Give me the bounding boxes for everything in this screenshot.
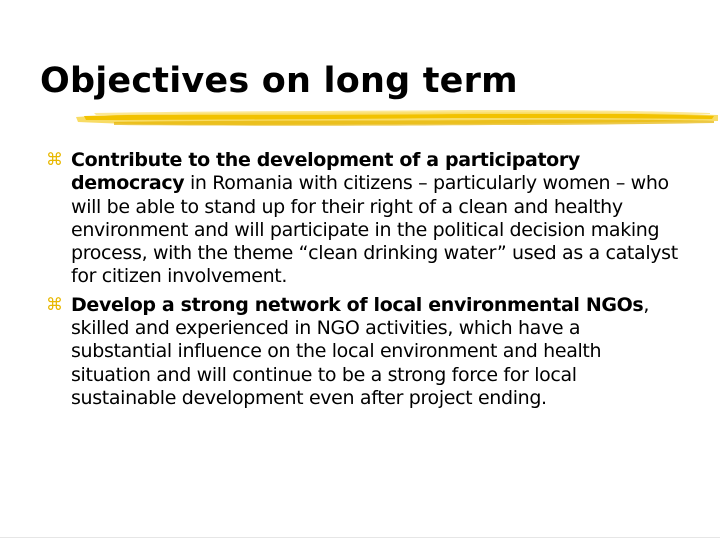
bullet-item [46,149,686,289]
bullet-bold-text: Develop a strong network of local environmental NGOs [71,293,644,316]
bullet-body-text: , skilled and experienced in NGO activities, which have a substantial influence on the local environment and health situation and will continue to be a strong force for local sustainable development even after project ending. [71,293,650,409]
command-key-icon: ⌘ [46,150,63,170]
bullet-body-text: in Romania with citizens – particularly women – who will be able to stand up for their right of a clean and healthy environment and will participate in the political decision making process, with the theme “clean drinking water” used as a catalyst for citizen involvement. [71,172,678,288]
bullet-bold-text: Contribute to the development of a participatory democracy [71,149,580,195]
command-key-icon: ⌘ [46,294,63,315]
slide-title: Objectives on long term [40,61,518,101]
bullet-item [46,294,686,410]
bullet-list [46,149,686,415]
bottom-divider [0,537,720,538]
title-underline-brushstroke [74,104,720,134]
